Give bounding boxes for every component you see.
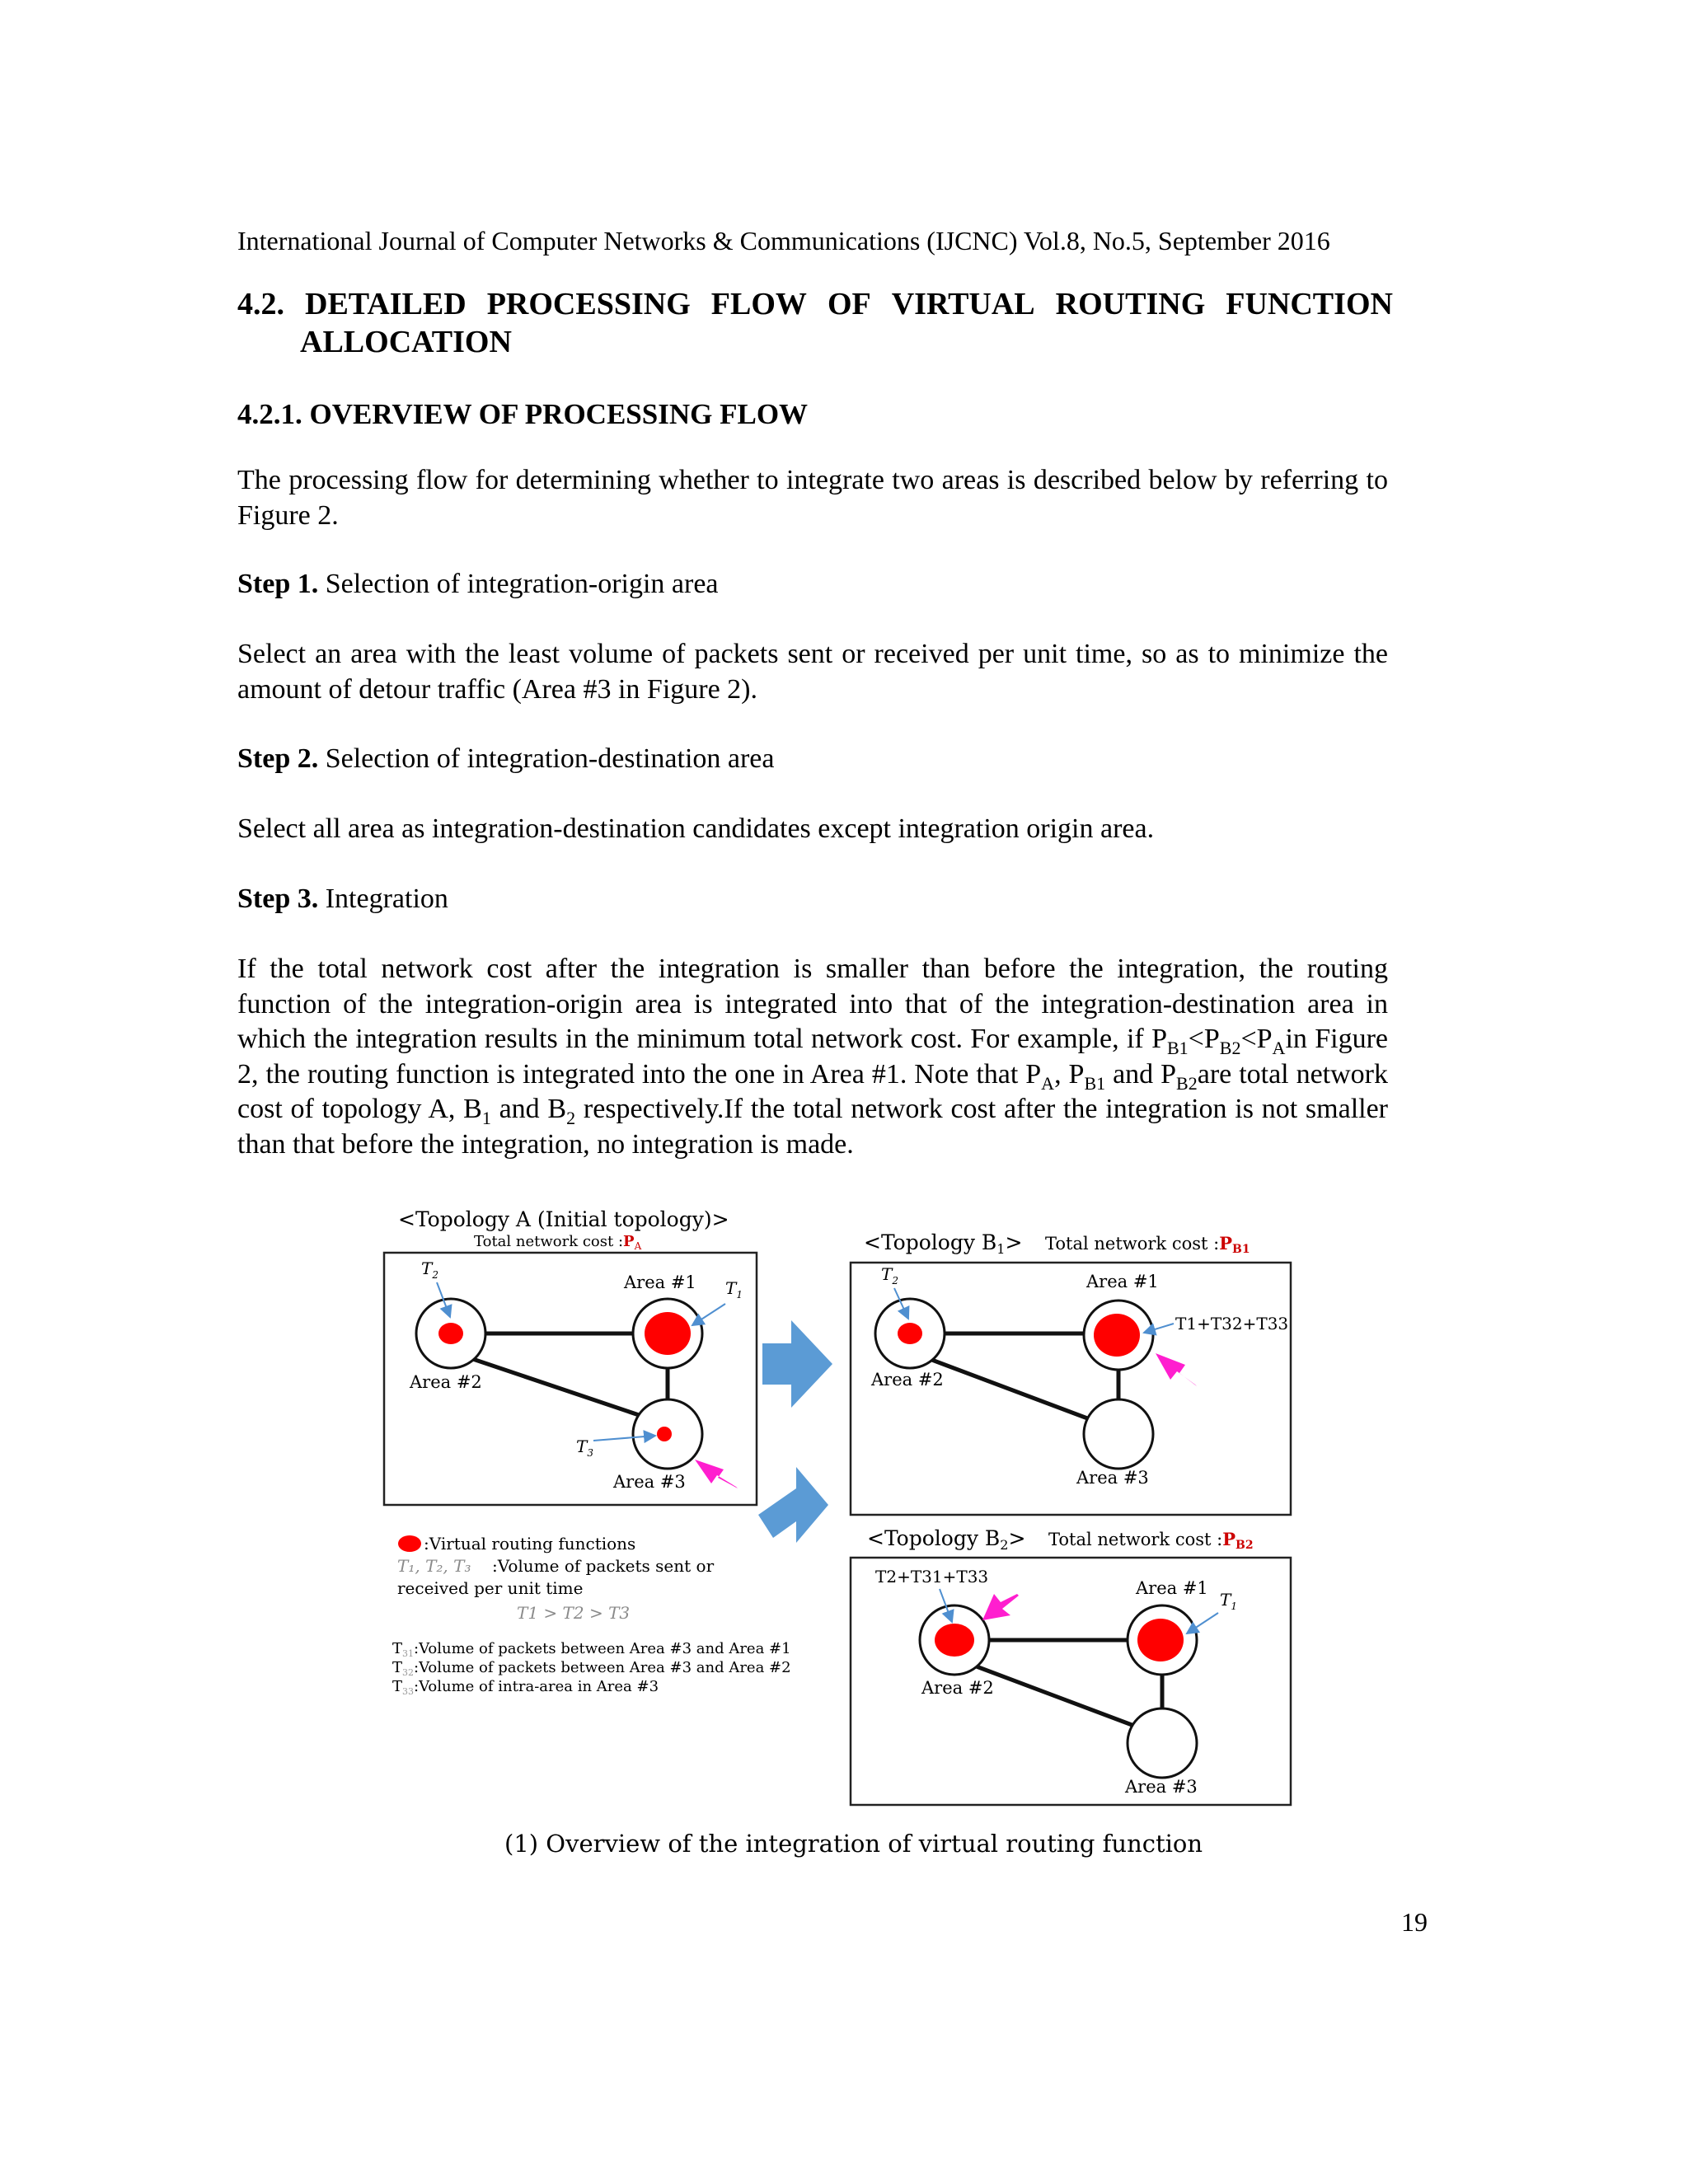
magenta-pointer-icon: [982, 1594, 1019, 1620]
virtual-routing-function: [438, 1323, 463, 1344]
heading-word: ROUTING: [1055, 287, 1206, 321]
topology-b1-cost: Total network cost :PB1: [1045, 1233, 1250, 1256]
heading-word: VIRTUAL: [891, 287, 1035, 321]
virtual-routing-function: [898, 1323, 922, 1344]
b2-volume-label: T2+T31+T33: [875, 1567, 989, 1586]
area-2-label: Area #2: [871, 1370, 944, 1390]
heading-word: DETAILED: [305, 287, 467, 321]
magenta-pointer-icon: [695, 1460, 738, 1488]
legend-volume-line1: :Volume of packets sent or: [492, 1556, 715, 1576]
topology-b1-title: <Topology $B_1>$: [864, 1230, 1023, 1257]
topology-b2-title: <Topology $B_2>$: [867, 1526, 1026, 1553]
step-title: Selection of integration-origin area: [325, 569, 719, 599]
virtual-routing-function: [1094, 1314, 1140, 1357]
virtual-routing-function: [657, 1427, 672, 1441]
intro-paragraph: The processing flow for determining whether to integrate two areas is described below by referring to Figure 2.: [237, 465, 1388, 531]
legend-volume-line2: received per unit time: [397, 1578, 584, 1598]
heading-word: PROCESSING: [486, 287, 691, 321]
step-1-body: Select an area with the least volume of packets sent or received per unit time, so as to minimize the amount of detour traffic (Area #3 in Figure 2).: [237, 639, 1388, 705]
b1-volume-label: T1+T32+T33: [1175, 1314, 1289, 1333]
area-3-label: Area #3: [613, 1472, 686, 1492]
heading-word: FLOW: [710, 287, 807, 321]
area-1-label: Area #1: [624, 1272, 696, 1292]
t3-label: $T_3$: [576, 1436, 593, 1459]
area-3-label: Area #3: [1076, 1468, 1149, 1488]
area-1-label: Area #1: [1086, 1272, 1159, 1291]
virtual-routing-function: [935, 1624, 974, 1657]
topology-a-cost: Total network cost $:P_A$: [474, 1233, 642, 1252]
area-3-node: [1084, 1399, 1153, 1469]
t2-label: $T_2$: [881, 1264, 898, 1286]
step-label: Step 1.: [237, 569, 319, 599]
section-heading-line2: ALLOCATION: [300, 325, 512, 359]
legend-t33: $T_{33}:Volume$ of intra-area in Area #3: [392, 1678, 659, 1697]
area-3-label: Area #3: [1125, 1777, 1198, 1797]
heading-word: 4.2.: [237, 287, 284, 321]
right-arrow-icon: [762, 1320, 832, 1408]
t2-label: $T_2$: [421, 1258, 438, 1281]
area-2-label: Area #2: [410, 1372, 482, 1392]
legend-virtual-routing: :Virtual routing functions: [424, 1534, 636, 1554]
topology-b2-cost: Total network cost :PB2: [1048, 1529, 1254, 1552]
legend-t-symbols: T₁, T₂, T₃: [397, 1556, 471, 1576]
heading-word: FUNCTION: [1226, 287, 1393, 321]
t1-label: $T_1$: [1220, 1590, 1237, 1612]
legend-order: T1 > T2 > T3: [517, 1603, 631, 1623]
step-label: Step 2.: [237, 743, 319, 774]
legend-t31: $T_{31}:Volume$ of packets between Area #3 and Area #1: [392, 1640, 791, 1659]
step-2-body: Select all area as integration-destination candidates except integration origin area.: [237, 813, 1155, 844]
legend-red-dot-icon: [398, 1535, 421, 1552]
area-2-label: Area #2: [921, 1678, 994, 1698]
step-title: Selection of integration-destination area: [325, 743, 775, 774]
journal-header: International Journal of Computer Networks & Communications (IJCNC) Vol.8, No.5, September 2016: [237, 226, 1330, 255]
virtual-routing-function: [1137, 1619, 1184, 1661]
topology-a-title: <Topology A (Initial topology)>: [398, 1207, 729, 1231]
figure-caption: (1) Overview of the integration of virtual routing function: [504, 1830, 1203, 1858]
legend-t32: $T_{32}:Volume$ of packets between Area #3 and Area #2: [392, 1659, 791, 1678]
down-right-arrow-icon: [758, 1467, 828, 1543]
area-1-label: Area #1: [1136, 1578, 1208, 1598]
step-title: Integration: [325, 883, 448, 914]
page-number: 19: [1401, 1907, 1428, 1937]
subsection-heading: 4.2.1. OVERVIEW OF PROCESSING FLOW: [237, 398, 809, 430]
area-3-node: [1128, 1708, 1197, 1778]
step-3-body: If the total network cost after the integration is smaller than before the integration, the routing function of the integration-origin area is integrated into that of the integration-destination area in which the integration results in the minimum total network cost. For example, if $P_{B1}<P_{B2}<P_Ain$ Figure 2, the routing function is integrated into the one in Area #1. Note that $P_A$, $P_{B1}$ and $P_{B2}are$ total network cost of topology A, $B_1$ and $B_2$ respectively.If the total network cost after the integration is not smaller than that before the integration, no integration is made.: [237, 954, 1389, 1160]
heading-word: OF: [827, 287, 871, 321]
magenta-pointer-icon: [1156, 1353, 1197, 1386]
virtual-routing-function: [645, 1312, 691, 1355]
step-label: Step 3.: [237, 883, 319, 914]
t1-label: $T_1$: [725, 1278, 743, 1301]
